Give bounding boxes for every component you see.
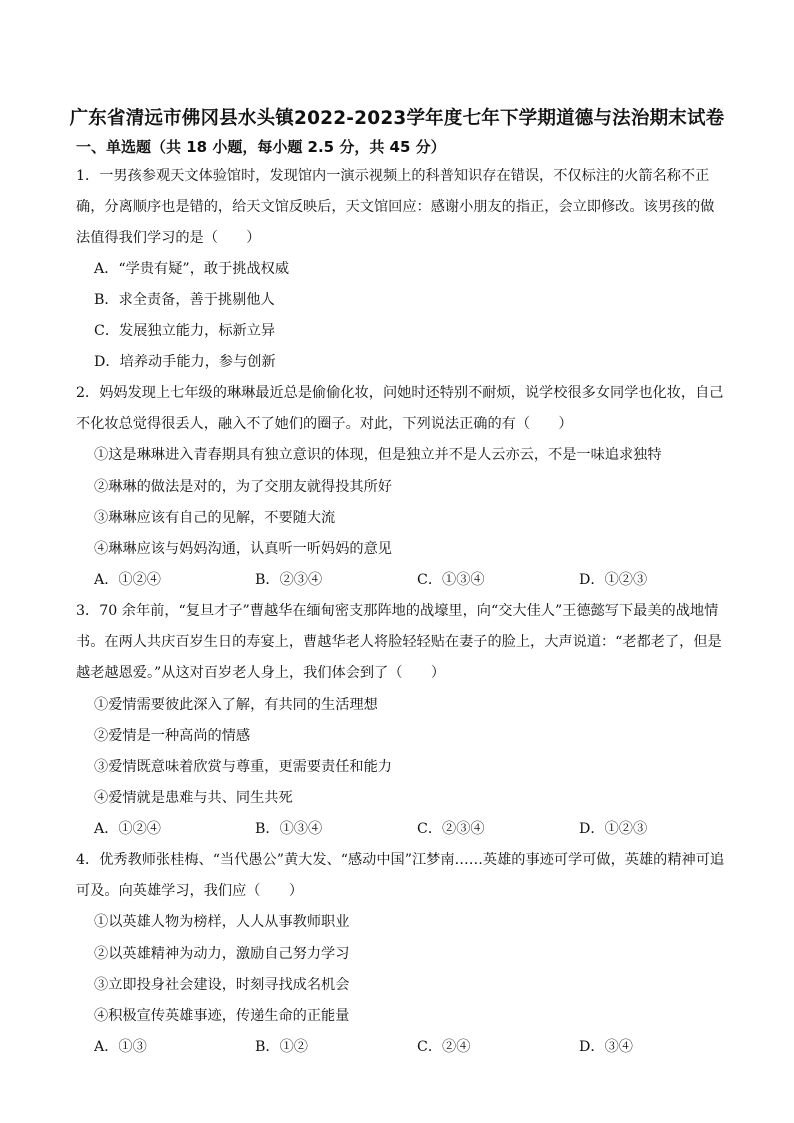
q2-statement-2: ②琳琳的做法是对的，为了交朋友就得投其所好 — [94, 479, 392, 495]
q3-stem-line-1: 3．70 余年前，“复旦才子”曹越华在缅甸密支那阵地的战壕里，向“交大佳人”王德懿写下最美的战地情 — [76, 603, 719, 619]
q3-answer-a: A．①②④ — [94, 821, 161, 837]
q3-stem-line-3: 越老越恩爱。”从这对百岁老人身上，我们体会到了（ ） — [76, 665, 446, 681]
q3-statement-3: ③爱情既意味着欣赏与尊重，更需要责任和能力 — [94, 759, 392, 775]
q1-stem-line-1: 1．一男孩参观天文体验馆时，发现馆内一演示视频上的科普知识存在错误，不仅标注的火箭名称不正 — [76, 168, 710, 184]
q3-answer-d: D．①②③ — [579, 821, 648, 837]
q4-statement-1: ①以英雄人物为榜样，人人从事教师职业 — [94, 914, 350, 930]
q2-stem-line-2: 不化妆总觉得很丢人，融入不了她们的圈子。对此，下列说法正确的有（ ） — [76, 416, 573, 432]
q2-statement-4: ④琳琳应该与妈妈沟通，认真听一听妈妈的意见 — [94, 541, 392, 557]
q4-stem-line-1: 4．优秀教师张桂梅、“当代愚公”黄大发、“感动中国”江梦南……英雄的事迹可学可做，英雄的精神可追 — [76, 852, 725, 868]
q3-statement-2: ②爱情是一种高尚的情感 — [94, 728, 251, 744]
q1-option-c: C．发展独立能力，标新立异 — [94, 323, 276, 339]
section-heading: 一、单选题（共 18 小题，每小题 2.5 分，共 45 分） — [76, 138, 446, 156]
q1-option-a: A．“学贵有疑”，敢于挑战权威 — [94, 261, 290, 277]
q3-statement-1: ①爱情需要彼此深入了解，有共同的生活理想 — [94, 697, 378, 713]
q2-answer-d: D．①②③ — [579, 572, 648, 588]
q4-answer-a: A．①③ — [94, 1039, 147, 1055]
q4-statement-4: ④积极宣传英雄事迹，传递生命的正能量 — [94, 1008, 350, 1024]
q4-answer-c: C．②④ — [417, 1039, 471, 1055]
q4-stem-line-2: 可及。向英雄学习，我们应（ ） — [76, 883, 304, 899]
q2-answer-a: A．①②④ — [94, 572, 161, 588]
q2-answer-c: C．①③④ — [417, 572, 485, 588]
q3-statement-4: ④爱情就是患难与共、同生共死 — [94, 790, 293, 806]
q4-statement-2: ②以英雄精神为动力，激励自己努力学习 — [94, 946, 350, 962]
q1-stem-line-3: 法值得我们学习的是（ ） — [76, 230, 261, 246]
exam-title: 广东省清远市佛冈县水头镇2022-2023学年度七年下学期道德与法治期末试卷 — [69, 108, 725, 129]
q3-stem-line-2: 书。在两人共庆百岁生日的寿宴上，曹越华老人将脸轻轻贴在妻子的脸上，大声说道：“老都老了，但是 — [76, 634, 722, 650]
q4-answer-b: B．①② — [255, 1039, 308, 1055]
q3-answer-c: C．②③④ — [417, 821, 485, 837]
q2-statement-1: ①这是琳琳进入青春期具有独立意识的体现，但是独立并不是人云亦云，不是一味追求独特 — [94, 447, 662, 463]
q2-answer-b: B．②③④ — [255, 572, 323, 588]
q1-option-d: D．培养动手能力，参与创新 — [94, 354, 276, 370]
q2-stem-line-1: 2．妈妈发现上七年级的琳琳最近总是偷偷化妆，问她时还特别不耐烦，说学校很多女同学也化妆，自己 — [76, 385, 724, 401]
q4-answer-d: D．③④ — [579, 1039, 633, 1055]
q1-option-b: B．求全责备，善于挑剔他人 — [94, 292, 275, 308]
q2-statement-3: ③琳琳应该有自己的见解，不要随大流 — [94, 510, 336, 526]
q1-stem-line-2: 确，分离顺序也是错的，给天文馆反映后，天文馆回应：感谢小朋友的指正，会立即修改。该男孩的做 — [76, 199, 715, 215]
q3-answer-b: B．①③④ — [255, 821, 323, 837]
q4-statement-3: ③立即投身社会建设，时刻寻找成名机会 — [94, 977, 350, 993]
